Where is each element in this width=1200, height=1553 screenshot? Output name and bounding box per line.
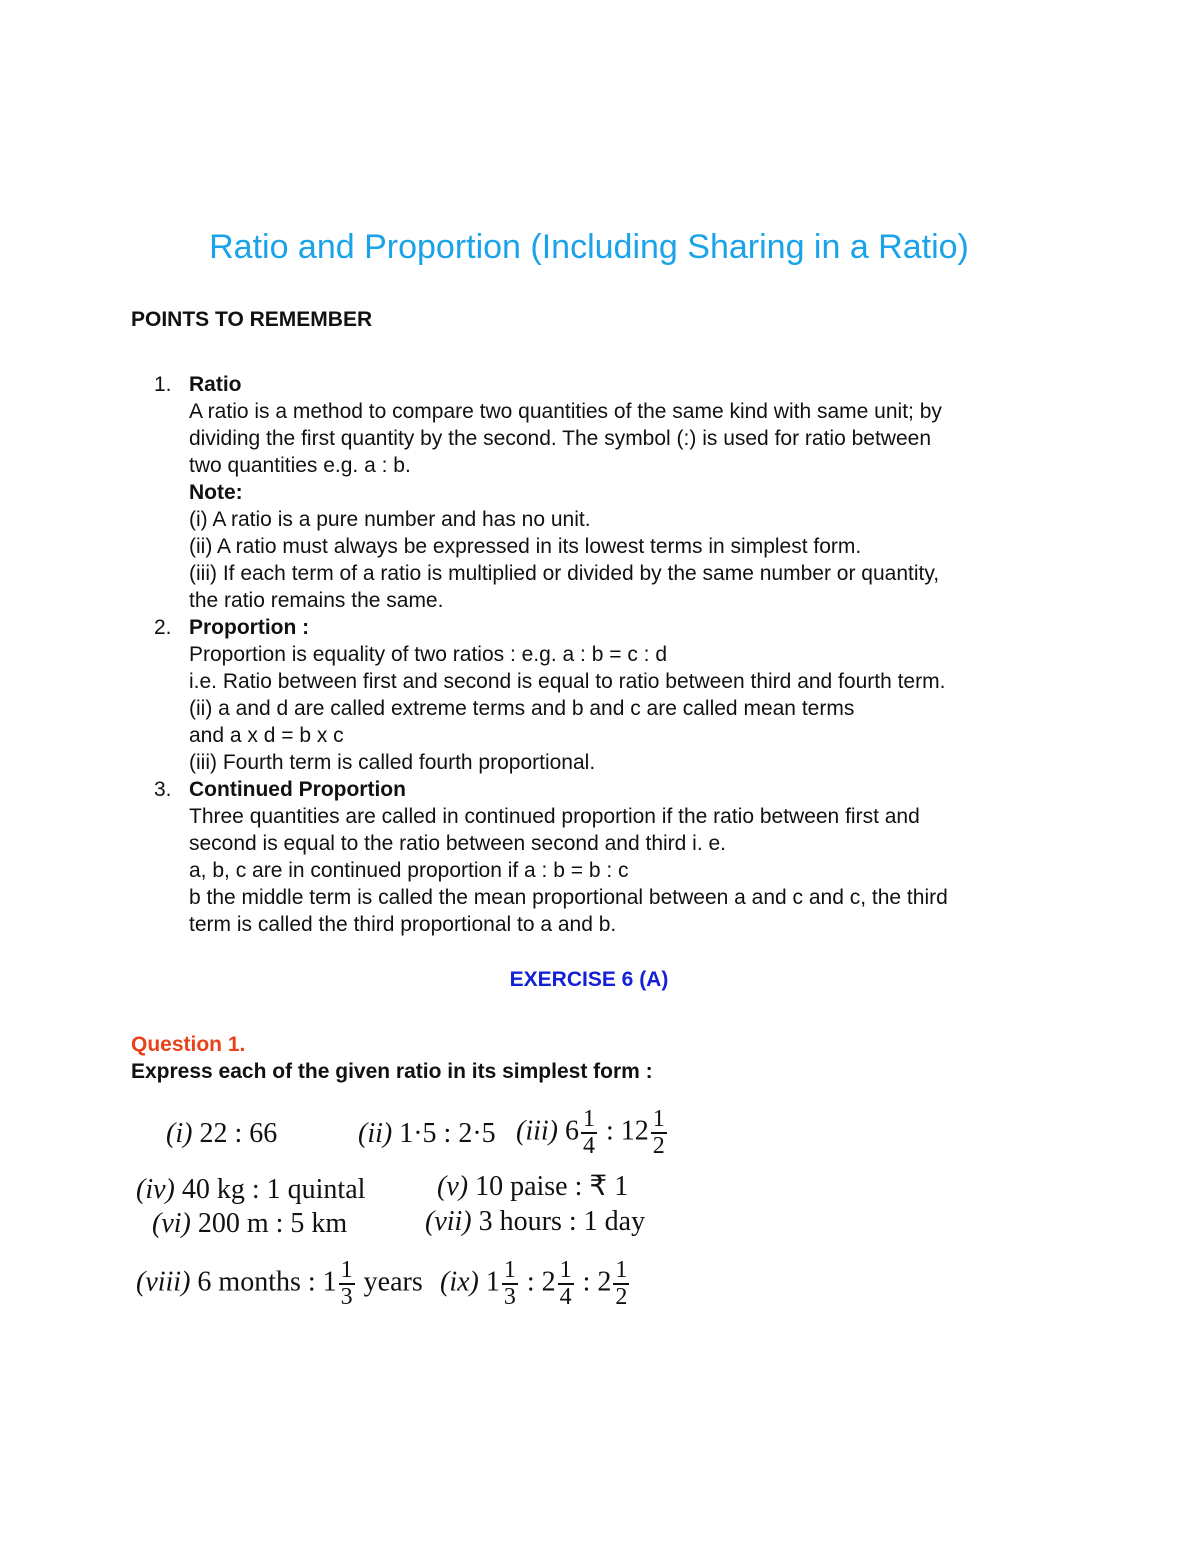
- fraction: [613, 1258, 629, 1310]
- point-heading: Continued Proportion: [189, 778, 406, 801]
- list-item: [131, 614, 1091, 776]
- point-line: a, b, c are in continued proportion if a : b = b : c: [189, 859, 629, 882]
- part-label: (ii): [358, 1118, 393, 1149]
- point-heading: Proportion :: [189, 616, 310, 639]
- ratio-separator: :: [606, 1115, 614, 1147]
- mixed-whole: 2: [597, 1266, 612, 1298]
- point-line: A ratio is a method to compare two quantities of the same kind with same unit; by: [189, 400, 942, 423]
- part-expression: 10 paise : ₹ 1: [475, 1171, 629, 1202]
- numerator: 1: [340, 1257, 353, 1283]
- mixed-whole: 1: [322, 1266, 337, 1298]
- part-label: (viii): [136, 1266, 191, 1298]
- ratio-separator: :: [582, 1266, 591, 1298]
- numerator: 1: [652, 1106, 665, 1132]
- ratio-part-iii: [516, 1107, 669, 1159]
- part-expression: 22 : 66: [199, 1118, 278, 1149]
- note-label: Note:: [189, 481, 243, 504]
- question-text: Express each of the given ratio in its simplest form :: [131, 1060, 653, 1083]
- mixed-whole: 2: [541, 1266, 556, 1298]
- list-number: 3.: [154, 778, 172, 801]
- point-heading: Ratio: [189, 373, 242, 396]
- ratio-part-iv: [136, 1174, 365, 1206]
- part-expression: 200 m : 5 km: [197, 1208, 348, 1239]
- part-label: (iv): [136, 1174, 175, 1205]
- points-list: [131, 371, 1091, 938]
- point-line: (ii) a and d are called extreme terms and b and c are called mean terms: [189, 697, 855, 720]
- point-line: and a x d = b x c: [189, 724, 344, 747]
- denominator: 3: [340, 1284, 353, 1310]
- point-line: b the middle term is called the mean proportional between a and c and c, the third: [189, 886, 948, 909]
- part-expression: 3 hours : 1 day: [478, 1206, 646, 1237]
- note-line: (i) A ratio is a pure number and has no unit.: [189, 508, 591, 531]
- ratio-separator: :: [526, 1266, 535, 1298]
- list-item: [131, 371, 1091, 614]
- note-line: the ratio remains the same.: [189, 589, 444, 612]
- numerator: 1: [583, 1106, 595, 1132]
- points-heading: POINTS TO REMEMBER: [131, 308, 373, 331]
- denominator: 4: [559, 1284, 572, 1310]
- exercise-heading: EXERCISE 6 (A): [509, 968, 669, 991]
- part-label: (vii): [425, 1206, 472, 1237]
- part-expression: 6 months :: [197, 1266, 316, 1298]
- point-line: Three quantities are called in continued proportion if the ratio between first and: [189, 805, 920, 828]
- page-title: Ratio and Proportion (Including Sharing in a Ratio): [209, 228, 969, 266]
- note-line: (iii) If each term of a ratio is multiplied or divided by the same number or quantity,: [189, 562, 940, 585]
- denominator: 3: [503, 1284, 516, 1310]
- point-line: second is equal to the ratio between second and third i. e.: [189, 832, 727, 855]
- denominator: 4: [583, 1133, 595, 1159]
- ratio-part-ii: [358, 1118, 496, 1150]
- denominator: 2: [615, 1284, 628, 1310]
- point-line: term is called the third proportional to a and b.: [189, 913, 617, 936]
- mixed-whole: 12: [620, 1115, 649, 1147]
- mixed-whole: 1: [485, 1266, 500, 1298]
- fraction: [339, 1258, 355, 1310]
- list-number: 2.: [154, 616, 172, 639]
- fraction: [581, 1107, 597, 1159]
- ratio-part-vii: [425, 1206, 645, 1238]
- mixed-whole: 6: [565, 1115, 579, 1147]
- part-label: (i): [166, 1118, 193, 1149]
- list-number: 1.: [154, 373, 172, 396]
- fraction: [651, 1107, 667, 1159]
- ratio-part-viii: [136, 1258, 423, 1310]
- fraction: [558, 1258, 574, 1310]
- part-label: (v): [437, 1171, 469, 1202]
- list-item: [131, 776, 1091, 938]
- fraction: [502, 1258, 518, 1310]
- point-line: Proportion is equality of two ratios : e.g. a : b = c : d: [189, 643, 667, 666]
- point-line: i.e. Ratio between first and second is equal to ratio between third and fourth term.: [189, 670, 946, 693]
- point-line: dividing the first quantity by the second. The symbol (:) is used for ratio between: [189, 427, 931, 450]
- numerator: 1: [559, 1257, 572, 1283]
- unit-text: years: [363, 1266, 423, 1298]
- part-label: (iii): [516, 1115, 558, 1147]
- question-label: Question 1.: [131, 1033, 246, 1056]
- part-label: (ix): [440, 1266, 479, 1298]
- ratio-part-vi: [152, 1208, 347, 1240]
- part-expression: 1·5 : 2·5: [399, 1118, 496, 1149]
- point-line: (iii) Fourth term is called fourth proportional.: [189, 751, 596, 774]
- ratio-part-ix: [440, 1258, 631, 1310]
- ratio-part-i: [166, 1118, 277, 1150]
- note-line: (ii) A ratio must always be expressed in its lowest terms in simplest form.: [189, 535, 862, 558]
- part-expression: 40 kg : 1 quintal: [181, 1174, 366, 1205]
- point-line: two quantities e.g. a : b.: [189, 454, 411, 477]
- part-label: (vi): [152, 1208, 191, 1239]
- numerator: 1: [503, 1257, 516, 1283]
- numerator: 1: [615, 1257, 628, 1283]
- ratio-part-v: [437, 1169, 628, 1203]
- denominator: 2: [652, 1133, 665, 1159]
